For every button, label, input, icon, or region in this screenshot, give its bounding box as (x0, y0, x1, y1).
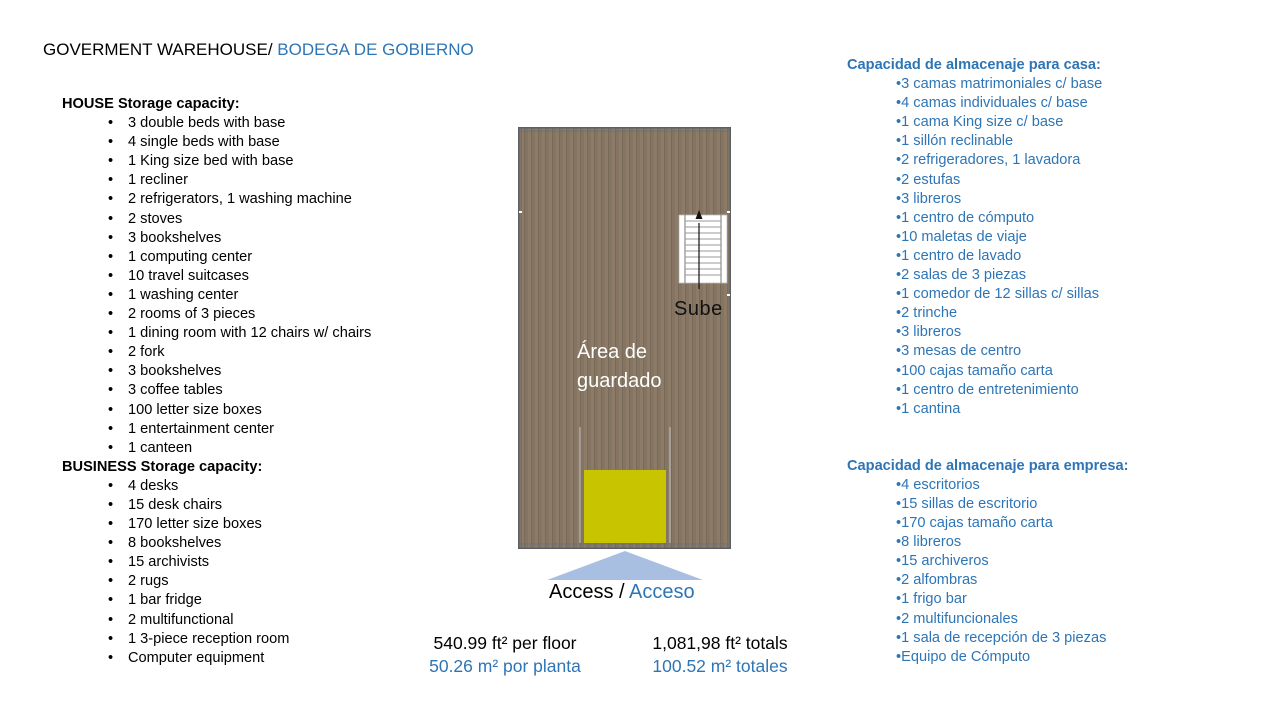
house-list-item: • 1 entertainment center (108, 420, 371, 439)
empresa-list-item: •15 archiveros (896, 553, 989, 570)
business-list-item: • 2 multifunctional (108, 611, 371, 630)
house-list-item: • 2 rooms of 3 pieces (108, 305, 371, 324)
spanish-capacity-lists (847, 56, 1128, 667)
business-list-item: • 1 bar fridge (108, 591, 371, 610)
stairs-label: Sube (674, 298, 723, 320)
house-list-item: • 1 King size bed with base (108, 152, 371, 171)
casa-list-item: •4 camas individuales c/ base (896, 95, 1088, 112)
casa-list-item: •1 centro de cómputo (896, 209, 1035, 226)
total-ft: 1,081,98 ft² totals (652, 633, 788, 653)
total-m: 100.52 m² totales (652, 656, 788, 676)
casa-list-item: •1 comedor de 12 sillas c/ sillas (896, 286, 1100, 303)
page-title (43, 40, 474, 60)
access-label (549, 581, 695, 604)
business-list-item: • 1 3-piece reception room (108, 630, 371, 649)
business-list-item: • 8 bookshelves (108, 534, 371, 553)
house-list (62, 114, 371, 458)
title-separator: / (267, 40, 278, 59)
english-capacity-lists (62, 95, 371, 668)
casa-list-item: •1 centro de entretenimiento (896, 381, 1079, 398)
empresa-list-item: •170 cajas tamaño carta (896, 515, 1053, 532)
empresa-list (847, 476, 1128, 667)
business-list-item: • 2 rugs (108, 572, 371, 591)
access-arrow-icon (547, 551, 703, 581)
house-list-item: • 3 double beds with base (108, 114, 371, 133)
empresa-list-item: •2 alfombras (896, 572, 978, 589)
empresa-list-item: •4 escritorios (896, 476, 980, 493)
business-heading: BUSINESS Storage capacity: (62, 458, 263, 475)
house-list-item: • 1 computing center (108, 248, 371, 267)
casa-list-item: •3 libreros (896, 190, 962, 207)
storage-area-label-line1: Área de (577, 341, 648, 363)
title-english: GOVERMENT WAREHOUSE (43, 40, 268, 59)
house-list-item: • 3 bookshelves (108, 362, 371, 381)
business-list-item: • Computer equipment (108, 649, 371, 668)
casa-heading: Capacidad de almacenaje para casa: (847, 57, 1101, 73)
house-list-item: • 1 recliner (108, 171, 371, 190)
house-list-item: • 3 coffee tables (108, 381, 371, 400)
casa-list-item: •1 cantina (896, 400, 961, 417)
house-list-item: • 2 refrigerators, 1 washing machine (108, 190, 371, 209)
casa-list-item: •3 libreros (896, 324, 962, 341)
business-list (62, 477, 371, 668)
house-list-item: • 1 dining room with 12 chairs w/ chairs (108, 324, 371, 343)
house-list-item: • 4 single beds with base (108, 133, 371, 152)
casa-list-item: •1 centro de lavado (896, 247, 1022, 264)
title-spanish: BODEGA DE GOBIERNO (277, 40, 474, 59)
casa-list-item: •2 salas de 3 piezas (896, 267, 1027, 284)
business-list-item: • 170 letter size boxes (108, 515, 371, 534)
casa-list-item: •3 mesas de centro (896, 343, 1022, 360)
total-area (640, 632, 800, 678)
empresa-list-item: •1 sala de recepción de 3 piezas (896, 629, 1107, 646)
empresa-list-item: •1 frigo bar (896, 591, 967, 608)
empresa-list-item: •2 multifuncionales (896, 610, 1018, 627)
house-list-item: • 10 travel suitcases (108, 267, 371, 286)
casa-list-item: •2 trinche (896, 305, 958, 322)
business-list-item: • 4 desks (108, 477, 371, 496)
per-floor-area (420, 632, 590, 678)
casa-list-item: •100 cajas tamaño carta (896, 362, 1053, 379)
house-heading: HOUSE Storage capacity: (62, 96, 240, 112)
casa-list-item: •10 maletas de viaje (896, 228, 1027, 245)
empresa-list-item: •8 libreros (896, 534, 962, 551)
house-list-item: • 1 washing center (108, 286, 371, 305)
business-list-item: • 15 desk chairs (108, 496, 371, 515)
casa-list-item: •2 refrigeradores, 1 lavadora (896, 152, 1081, 169)
casa-list-item: •2 estufas (896, 171, 961, 188)
empresa-heading: Capacidad de almacenaje para empresa: (847, 457, 1129, 474)
storage-area-label-line2: guardado (577, 370, 662, 392)
house-list-item: • 2 stoves (108, 210, 371, 229)
house-list-item: • 2 fork (108, 343, 371, 362)
access-door (584, 470, 666, 543)
access-english: Access (549, 581, 614, 603)
business-list-item: • 15 archivists (108, 553, 371, 572)
casa-list-item: •3 camas matrimoniales c/ base (896, 76, 1103, 93)
casa-list-item: •1 sillón reclinable (896, 133, 1014, 150)
per-floor-m: 50.26 m² por planta (429, 656, 581, 676)
house-list-item: • 1 canteen (108, 439, 371, 458)
staircase (679, 215, 727, 283)
casa-list-item: •1 cama King size c/ base (896, 114, 1064, 131)
per-floor-ft: 540.99 ft² per floor (433, 633, 577, 653)
house-list-item: • 100 letter size boxes (108, 401, 371, 420)
empresa-list-item: •15 sillas de escritorio (896, 495, 1038, 512)
access-spanish: Acceso (629, 581, 695, 603)
empresa-list-item: •Equipo de Cómputo (896, 648, 1031, 665)
storage-area-label (577, 338, 662, 396)
casa-list (847, 75, 1128, 419)
access-separator: / (613, 581, 630, 603)
house-list-item: • 3 bookshelves (108, 229, 371, 248)
